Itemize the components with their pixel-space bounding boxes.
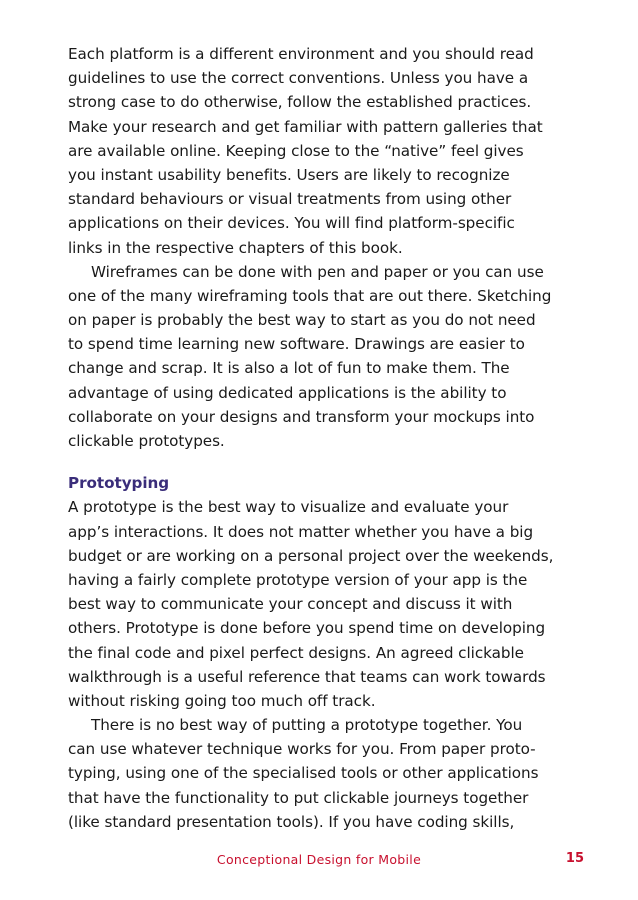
text-line: budget or are working on a personal project over the weekends,	[68, 546, 554, 565]
paragraph-platform-conventions	[68, 42, 568, 260]
text-line: A prototype is the best way to visualize and evaluate your	[68, 498, 509, 517]
text-line: links in the respective chapters of this book.	[68, 238, 403, 257]
text-line: best way to communicate your concept and discuss it with	[68, 595, 513, 614]
text-line: strong case to do otherwise, follow the established practices.	[68, 93, 532, 112]
section-spacer	[68, 453, 568, 471]
text-line: on paper is probably the best way to start as you do not need	[68, 311, 536, 330]
text-line: applications on their devices. You will find platform-specific	[68, 214, 515, 233]
text-line: typing, using one of the specialised tools or other applications	[68, 764, 539, 783]
text-line: standard behaviours or visual treatments from using other	[68, 190, 512, 209]
body-text	[68, 42, 568, 834]
paragraph-prototype-intro	[68, 495, 568, 713]
text-line: advantage of using dedicated applications is the ability to	[68, 383, 507, 402]
text-line: Each platform is a different environment and you should read	[68, 45, 534, 63]
text-line: app’s interactions. It does not matter whether you have a big	[68, 522, 534, 541]
text-line: guidelines to use the correct conventions. Unless you have a	[68, 69, 529, 88]
text-line: having a fairly complete prototype version of your app is the	[68, 570, 528, 589]
text-line: without risking going too much off track.	[68, 691, 376, 710]
text-line: can use whatever technique works for you. From paper proto-	[68, 740, 536, 759]
text-line: one of the many wireframing tools that are out there. Sketching	[68, 286, 552, 305]
text-line: clickable prototypes.	[68, 432, 225, 450]
text-line: (like standard presentation tools). If you have coding skills,	[68, 812, 515, 831]
text-line: you instant usability benefits. Users are likely to recognize	[68, 165, 510, 184]
section-heading-prototyping: Prototyping	[68, 474, 170, 493]
text-line: the final code and pixel perfect designs. An agreed clickable	[68, 643, 524, 662]
text-line: are available online. Keeping close to the “native” feel gives	[68, 141, 524, 160]
text-line: to spend time learning new software. Drawings are easier to	[68, 335, 525, 354]
text-line: There is no best way of putting a prototype together. You	[91, 716, 523, 735]
page-number: 15	[565, 851, 584, 866]
text-line: collaborate on your designs and transform your mockups into	[68, 407, 535, 426]
text-line: change and scrap. It is also a lot of fun to make them. The	[68, 359, 510, 378]
text-line: others. Prototype is done before you spend time on developing	[68, 619, 546, 638]
text-line: Wireframes can be done with pen and paper or you can use	[91, 262, 544, 281]
paragraph-wireframes	[68, 260, 568, 454]
text-line: walkthrough is a useful reference that teams can work towards	[68, 667, 546, 686]
text-line: that have the functionality to put clickable journeys together	[68, 788, 529, 807]
running-footer-title: Conceptional Design for Mobile	[216, 852, 422, 867]
paragraph-prototype-techniques	[68, 713, 568, 834]
text-line: Make your research and get familiar with pattern galleries that	[68, 117, 543, 136]
